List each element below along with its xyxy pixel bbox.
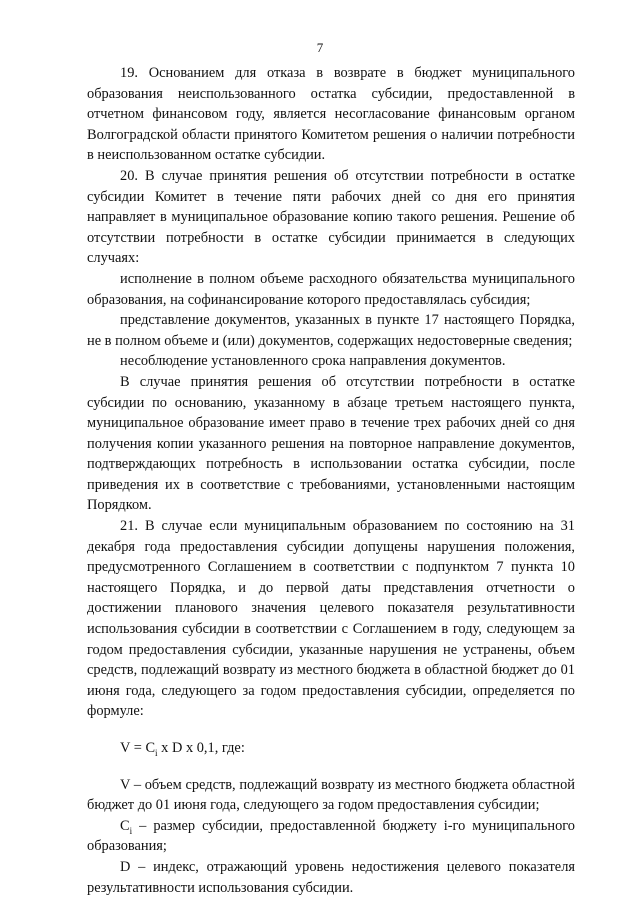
formula (87, 738, 575, 759)
definition-ci-symbol: C (120, 817, 130, 834)
definition-ci-text: – размер субсидии, предоставленной бюджету i-го муниципального образования; (87, 817, 575, 855)
definition-ci (87, 816, 575, 857)
definition-d: D – индекс, отражающий уровень недостижения целевого показателя результативности использования субсидии. (87, 858, 575, 896)
formula-subscript: i (155, 747, 158, 758)
paragraph-19: 19. Основанием для отказа в возврате в бюджет муниципального образования неиспользованного остатка субсидии, предоставленной в отчетном финансовом году, является несогласование финансовым органом Волгоградской области принятого Комитетом решения о наличии потребности в неиспользованном остатке субсидии. (87, 65, 575, 164)
page-number: 7 (316, 40, 324, 55)
formula-suffix: x D x 0,1, где: (157, 740, 245, 756)
definition-v: V – объем средств, подлежащий возврату из местного бюджета областной бюджет до 01 июня года, следующего за годом предоставления субсидии; (87, 776, 575, 814)
paragraph-20: 20. В случае принятия решения об отсутствии потребности в остатке субсидии Комитет в течение пяти рабочих дней со дня его принятия направляет в муниципальное образование копию такого решения. Решение об отсутствии потребности в остатке субсидии принимается в следующих случаях: (87, 167, 575, 267)
paragraph-21: 21. В случае если муниципальным образованием по состоянию на 31 декабря года предоставления субсидии допущены нарушения положения, предусмотренного Соглашением в соответствии с подпунктом 7 пункта 10 настоящего Порядка, и до первой даты представления отчетности о достижении планового значения целевого показателя результативности использования субсидии в соответствии с Соглашением в году, следующем за годом предоставления субсидии, указанные нарушения не устранены, объем средств, подлежащий возврату из местного бюджета в областной бюджет до 01 июня года, следующего за годом предоставления субсидии, определяется по формуле: (87, 518, 575, 720)
paragraph-20-case-3: несоблюдение установленного срока направления документов. (120, 353, 506, 370)
paragraph-20-resubmission: В случае принятия решения об отсутствии потребности в остатке субсидии по основанию, указанному в абзаце третьем настоящего пункта, муниципальное образование имеет право в течение трех рабочих дней со дня получения копии указанного решения на повторное направление документов, подтверждающих потребность в использовании остатка субсидии, после приведения их в соответствие с требованиями, установленными настоящим Порядком. (87, 373, 575, 514)
paragraph-20-case-2: представление документов, указанных в пункте 17 настоящего Порядка, не в полном объеме и (или) документов, содержащих недостоверные сведения; (87, 312, 575, 349)
paragraph-20-case-1: исполнение в полном объеме расходного обязательства муниципального образования, на софинансирование которого предоставлялась субсидия; (87, 270, 575, 308)
definition-ci-subscript: i (129, 825, 133, 836)
formula-prefix: V = C (120, 740, 156, 756)
document-body (87, 63, 575, 898)
